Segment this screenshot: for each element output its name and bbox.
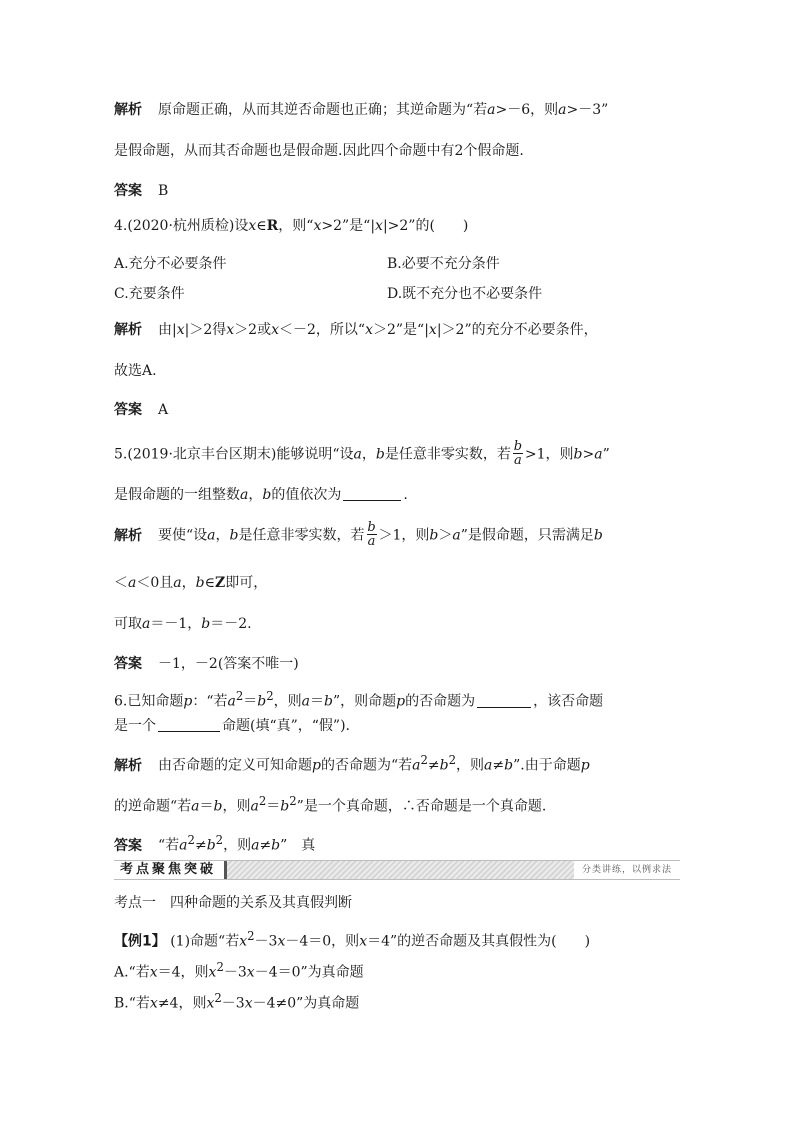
text: 的值依次为: [271, 487, 342, 503]
var: b: [271, 837, 281, 854]
text: >－3”: [566, 102, 609, 118]
text: ＝4”的逆否命题及其真假性为( ): [367, 933, 591, 950]
text: ≠: [492, 757, 505, 774]
example-1-option-b: [114, 988, 359, 1014]
exponent: 2: [266, 689, 274, 703]
var: b: [429, 527, 439, 544]
var: x: [149, 995, 158, 1012]
text: ”是一个真命题，∴否命题是一个真命题.: [296, 798, 547, 815]
var: x: [428, 322, 437, 338]
var: b: [213, 798, 223, 815]
text: 是一个: [114, 718, 156, 734]
var: b: [262, 487, 272, 503]
solution-line-13: [114, 573, 267, 593]
option-c: C.充要条件: [114, 286, 185, 302]
var: a: [191, 798, 200, 815]
text: >2”是“|: [321, 218, 376, 234]
text: ：“若: [192, 693, 228, 710]
exponent: 2: [247, 929, 255, 943]
text: ＞: [438, 527, 453, 544]
solution-line-1: [114, 100, 608, 120]
text: ∈: [204, 575, 215, 591]
text: ＝4，则: [157, 964, 209, 981]
answer-value: A: [158, 402, 169, 418]
answer-blank[interactable]: [477, 693, 531, 708]
example-1: [114, 926, 590, 952]
var: a: [594, 446, 603, 463]
var: b: [229, 527, 239, 544]
text: ”，则命题: [333, 693, 397, 710]
text: －4≠0”为真命题: [252, 995, 360, 1012]
exponent: 2: [214, 991, 222, 1005]
text: 原命题正确，从而其逆否命题也正确；其逆命题为“若: [158, 102, 488, 118]
text: |＞2得: [184, 322, 227, 338]
text: 是假命题的一组整数: [114, 487, 240, 503]
var: a: [240, 487, 249, 503]
var: x: [248, 218, 257, 234]
text: 是任意非零实数，若: [384, 446, 511, 463]
text: ，该否命题: [533, 693, 604, 710]
text: －4＝0，则: [285, 933, 360, 950]
section-banner: [114, 860, 680, 880]
exponent: 2: [289, 794, 297, 808]
exponent: 2: [258, 794, 267, 808]
var: a: [179, 837, 188, 854]
var: x: [246, 964, 255, 981]
answer-label: 答案: [114, 402, 142, 418]
text: －3: [221, 995, 245, 1012]
exponent: 2: [187, 833, 195, 847]
text: .: [403, 487, 408, 503]
var: a: [250, 798, 259, 815]
text: ＝－2.: [210, 616, 252, 632]
text: |>2”的( ): [382, 218, 469, 234]
answer-label: 答案: [114, 183, 142, 199]
solution-label: 解析: [114, 757, 142, 774]
text: －3: [223, 964, 247, 981]
text: 4.(2020·杭州质检)设: [114, 218, 249, 234]
var: p: [580, 757, 590, 774]
text: ，则“: [278, 218, 314, 234]
var: x: [313, 218, 322, 234]
text: －3: [254, 933, 278, 950]
text: 命题(填“真”，“假”).: [222, 718, 351, 734]
solution-line-8: 故选A.: [114, 363, 157, 379]
text: ＞2”是“|: [372, 322, 429, 338]
var: a: [452, 527, 461, 544]
text: ＞1，则: [378, 527, 430, 544]
var: x: [277, 933, 286, 950]
section-banner-title: 考点聚焦突破: [114, 861, 227, 879]
count: 2: [454, 143, 464, 159]
var: b: [504, 757, 514, 774]
var: a: [227, 693, 236, 710]
text: ＝: [243, 693, 258, 710]
var: a: [173, 575, 182, 591]
text: 6.已知命题: [114, 693, 184, 710]
numerator: b: [513, 439, 523, 454]
answer-line-9: [114, 400, 168, 420]
set-symbol: Z: [214, 575, 226, 591]
text: ＜0且: [136, 575, 174, 591]
text: >: [582, 446, 595, 463]
solution-label: 解析: [114, 102, 142, 118]
exponent: 2: [420, 753, 428, 767]
text: ，则: [222, 798, 251, 815]
var: b: [201, 616, 211, 632]
numerator: b: [367, 520, 376, 535]
var: x: [149, 964, 158, 981]
text: 即可，: [225, 575, 268, 591]
var: p: [396, 693, 406, 710]
text: ＝: [199, 798, 214, 815]
text: ≠4，则: [157, 995, 207, 1012]
text: ＝: [266, 798, 281, 815]
exponent: 2: [215, 833, 224, 847]
var: b: [195, 575, 205, 591]
answer-line-20: [114, 830, 315, 856]
text: >－6，则: [495, 102, 559, 118]
text: ≠: [259, 837, 272, 854]
text: ∈: [256, 218, 267, 234]
section-banner-subtitle: 分类讲练，以例求法: [574, 861, 680, 879]
denominator: a: [513, 453, 522, 468]
text: ，: [181, 575, 196, 591]
var: x: [206, 995, 215, 1012]
text: ，: [361, 446, 376, 463]
var: a: [142, 616, 151, 632]
var: b: [280, 798, 290, 815]
var: a: [484, 757, 493, 774]
text: “若: [158, 837, 180, 854]
solution-line-2: [114, 141, 524, 161]
answer-value: －1，－2(答案不唯一): [158, 656, 299, 672]
text: ≠: [194, 837, 207, 854]
answer-blank[interactable]: [158, 717, 220, 732]
var: p: [183, 693, 193, 710]
var: x: [244, 995, 253, 1012]
answer-line-15: [114, 654, 299, 674]
text: ，: [215, 527, 230, 544]
var: b: [324, 693, 333, 710]
var: x: [176, 322, 185, 338]
text: ”是假命题，只需满足: [460, 527, 594, 544]
question-6: [114, 686, 603, 712]
answer-label: 答案: [114, 837, 142, 854]
answer-blank[interactable]: [343, 486, 401, 501]
var: x: [375, 218, 383, 234]
text: ，: [248, 487, 263, 503]
text: A.“若: [114, 964, 150, 981]
option-d: D.既不充分也不必要条件: [387, 286, 543, 302]
option-b: B.必要不充分条件: [387, 256, 500, 272]
text: 的逆命题“若: [114, 798, 192, 815]
var: b: [439, 757, 449, 774]
var: b: [206, 837, 216, 854]
var: a: [207, 527, 216, 544]
var: x: [359, 933, 368, 950]
question-5: [114, 441, 610, 468]
text: 的否命题为“若: [320, 757, 413, 774]
var: a: [353, 446, 362, 463]
text: ＝: [310, 693, 325, 710]
var: b: [593, 527, 603, 544]
var: a: [558, 102, 567, 118]
text: 是假命题，从而其否命题也是假命题.因此四个命题中有: [114, 143, 455, 159]
text: 的否命题为: [405, 693, 476, 710]
option-a: A.充分不必要条件: [114, 256, 227, 272]
text: (1)命题“若: [170, 933, 240, 950]
text: －4＝0”为真命题: [254, 964, 364, 981]
denominator: a: [367, 534, 376, 549]
text: ＜－2，所以“: [278, 322, 366, 338]
solution-label: 解析: [114, 322, 142, 338]
text: 可取: [114, 616, 142, 632]
question-4: [114, 216, 468, 236]
exponent: 2: [235, 689, 244, 703]
fraction: [367, 522, 377, 549]
solution-line-12: [114, 522, 603, 549]
fraction: [513, 441, 523, 468]
text: ，则: [273, 693, 302, 710]
text: ≠: [427, 757, 440, 774]
text: ” 真: [280, 837, 316, 854]
var: b: [257, 693, 267, 710]
text: 5.(2019·北京丰台区期末)能够说明“设: [114, 446, 354, 463]
set-symbol: R: [266, 218, 279, 234]
question-5-line-2: [114, 485, 408, 505]
var: a: [412, 757, 421, 774]
text: ＜: [114, 575, 128, 591]
text: 是任意非零实数，若: [238, 527, 365, 544]
text: |＞2”的充分不必要条件，: [436, 322, 598, 338]
answer-label: 答案: [114, 656, 142, 672]
text: 由|: [158, 322, 177, 338]
var: a: [128, 575, 137, 591]
answer-line-3: [114, 181, 168, 201]
text: ，则: [223, 837, 252, 854]
text: 由否命题的定义可知命题: [158, 757, 312, 774]
var: x: [239, 933, 248, 950]
var: a: [301, 693, 311, 710]
exponent: 2: [448, 753, 457, 767]
exponent: 2: [216, 960, 224, 974]
text: ，则: [456, 757, 485, 774]
section-heading: 考点一 四种命题的关系及其真假判断: [114, 895, 352, 911]
var: x: [208, 964, 217, 981]
var: b: [573, 446, 583, 463]
text: 要使“设: [158, 527, 208, 544]
question-6-line-2: [114, 716, 350, 736]
var: x: [365, 322, 373, 338]
text: 个假命题.: [463, 143, 524, 159]
example-1-option-a: [114, 957, 364, 983]
solution-label: 解析: [114, 527, 142, 544]
var: b: [375, 446, 385, 463]
text: ＝－1，: [150, 616, 202, 632]
var: x: [271, 322, 279, 338]
example-tag: 【例1】: [114, 933, 166, 950]
var: a: [251, 837, 260, 854]
var: x: [226, 322, 235, 338]
solution-line-19: [114, 791, 546, 817]
text: >1，则: [524, 446, 574, 463]
solution-line-18: [114, 750, 590, 776]
answer-value: B: [158, 183, 169, 199]
text: ”: [602, 446, 610, 463]
solution-line-7: [114, 320, 598, 340]
text: ＞2或: [234, 322, 272, 338]
var: a: [487, 102, 496, 118]
var: p: [312, 757, 321, 774]
text: ”.由于命题: [513, 757, 581, 774]
text: B.“若: [114, 995, 150, 1012]
solution-line-14: [114, 614, 252, 634]
